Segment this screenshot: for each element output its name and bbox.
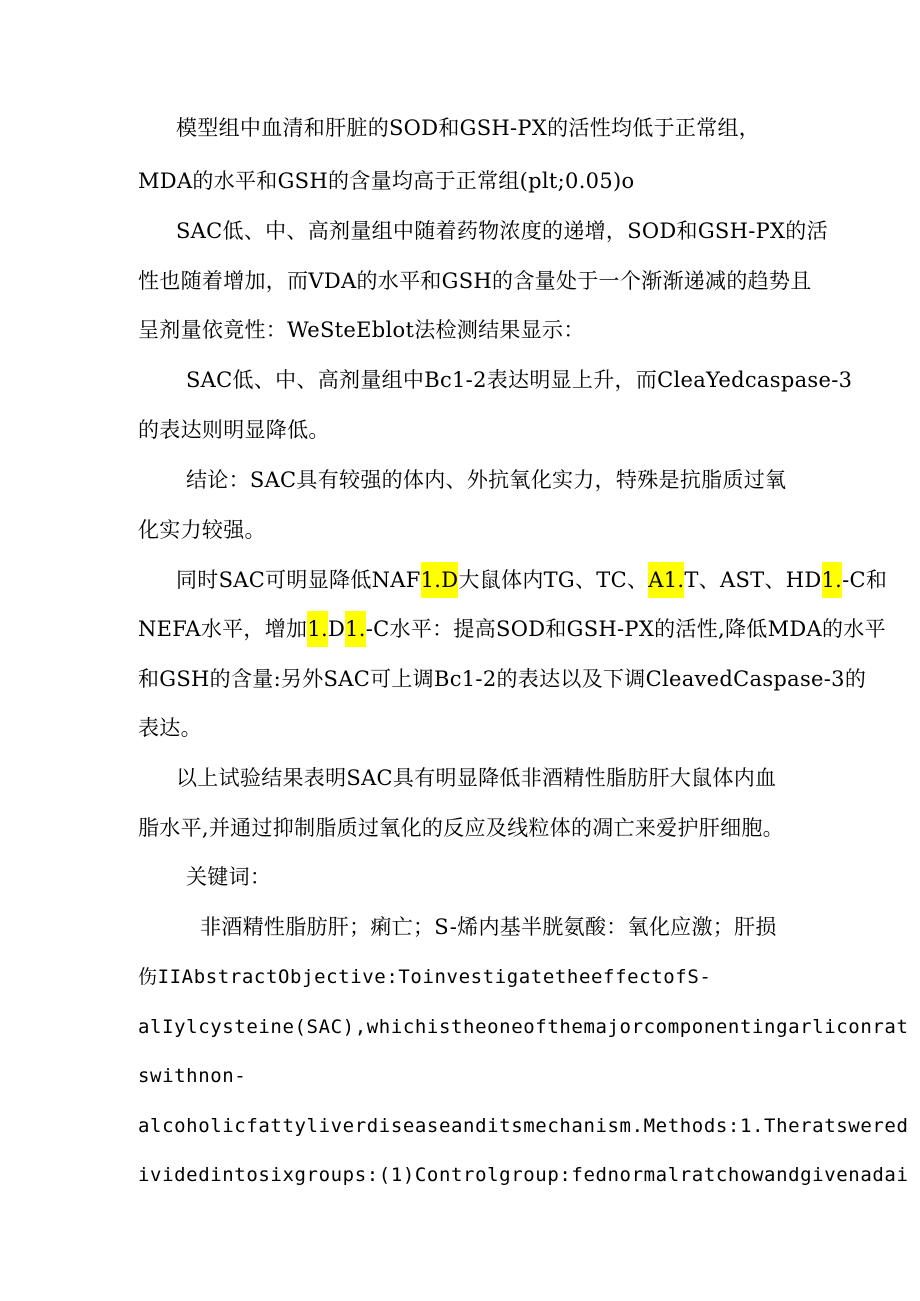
highlighted-text: 1.: [345, 611, 366, 647]
paragraph-line-highlighted: [176, 566, 887, 594]
text-segment: NEFA水平，增加: [138, 617, 308, 641]
highlighted-text: A1.: [648, 562, 684, 598]
paragraph-line: 呈剂量依竟性：WeSteEblot法检测结果显示：: [138, 318, 585, 342]
text-segment: -C水平：提高SOD和GSH-PX的活性,降低MDA的水平: [365, 617, 886, 641]
highlighted-text: 1.D: [421, 562, 459, 598]
keywords-line: 非酒精性脂肪肝；痢亡；S-烯内基半胱氨酸：氧化应激；肝损: [200, 915, 777, 939]
paragraph-line-highlighted: [138, 615, 886, 643]
text-segment: T、AST、HD: [684, 568, 822, 592]
text-segment: -C和: [842, 568, 888, 592]
paragraph-line: SAC低、中、高剂量组中Bc1-2表达明显上升，而CleaYedcaspase-3: [186, 368, 853, 392]
abstract-line: alIylcysteine(SAC),whichistheoneofthemajorcomponentingarliconrat: [138, 1016, 909, 1038]
abstract-line: alcoholicfattyliverdiseaseanditsmechanism.Methods:1.Theratswered: [138, 1115, 909, 1137]
paragraph-line: SAC低、中、高剂量组中随着药物浓度的递增，SOD和GSH-PX的活: [176, 219, 828, 243]
paragraph-line: 化实力较强。: [138, 518, 266, 542]
paragraph-line: 模型组中血清和肝脏的SOD和GSH-PX的活性均低于正常组，: [176, 116, 761, 140]
text-segment: D: [327, 617, 346, 641]
paragraph-line: 脂水平,并通过抑制脂质过氧化的反应及线粒体的凋亡来爱护肝细胞。: [138, 816, 784, 840]
abstract-line: swithnon-: [138, 1065, 247, 1087]
paragraph-line: 结论：SAC具有较强的体内、外抗氧化实力，特殊是抗脂质过氧: [186, 468, 787, 492]
highlighted-text: 1.: [307, 611, 328, 647]
text-segment: 同时SAC可明显降低NAF: [176, 568, 421, 592]
keywords-label: 关键词：: [186, 865, 272, 889]
paragraph-line: 以上试验结果表明SAC具有明显降低非酒精性脂肪肝大鼠体内血: [176, 766, 777, 790]
paragraph-line: 的表达则明显降低。: [138, 418, 330, 442]
paragraph-line: 性也随着增加，而VDA的水平和GSH的含量处于一个渐渐递减的趋势且: [138, 269, 812, 293]
abstract-line: ividedintosixgroups:(1)Controlgroup:fednormalratchowandgivenadai: [138, 1164, 909, 1186]
highlighted-text: 1.: [822, 562, 843, 598]
paragraph-line: 表达。: [138, 716, 202, 740]
paragraph-line: 和GSH的含量:另外SAC可上调Bc1-2的表达以及下调CleavedCaspase-3的: [138, 667, 867, 691]
paragraph-line: MDA的水平和GSH的含量均高于正常组(plt;0.05)o: [138, 169, 635, 193]
abstract-line: 伤IIAbstractObjective:ToinvestigatetheeffectofS-: [138, 966, 712, 988]
text-segment: 大鼠体内TG、TC、: [458, 568, 649, 592]
